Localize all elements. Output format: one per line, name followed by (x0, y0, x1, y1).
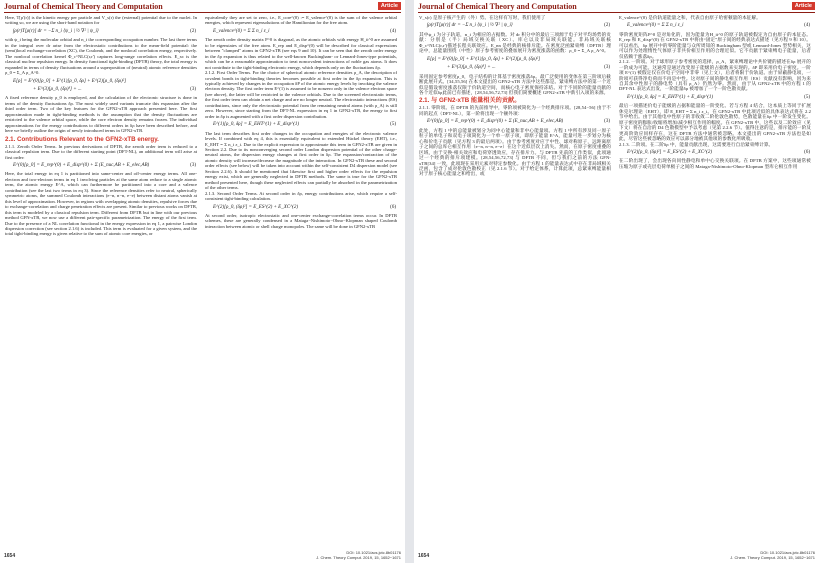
equation-5: E^(1)[ρ_0, δρ] = E_EHT^(1) + E_disp^(1) (5) (213, 122, 396, 128)
paragraph: 最后一项描述价电子能级的占据和能量的一阶变化。若与方程 4 结合，这本质上等同于扩展休克尔理论（EHT），即 E_EHT = Σ n_i ε_i。在 GFN2-xTB 中此项近似的具体表达式将在 2.2 节中给出。由于其他电中性原子的非收敛二阶伦敦色散势，色散能量在δρ 中一阶发生变化。原子密度的膨胀/收缩将增加/减少相互作用的幅度。在 GFN2-xTB 中，这些以及二阶效应（见下文）将在自洽的 D4 色散模型中予以考虑（见第 2.2.6 节）。值得注意的是，排斥能的一阶及更高阶效应同样存在，这在 DFTB 方法中通常被忽略。本文提出的 GFN2-xTB 方法也是如此，尽管这些被忽略的效应可以部分地被其他项的参数化所吸收。 (619, 103, 811, 142)
column-right (619, 15, 811, 169)
column-right (205, 15, 397, 229)
citation (730, 551, 815, 560)
paragraph: The last term describes first order changes in the occupation and energies of the electronic valence levels. If combined with eq 4, this is essentially equivalent to extended Hückel theory (EHT), i.e., E_EHT = Σ n_i ε_i. Due to the explicit expression to approximate this term in GFN2-xTB are given in Section 2.2. Due to its nonconverging second order London dispersion potential of the other charge-neutral atoms, the dispersion energy changes at first order in δρ. The expansion/contraction of the atomic density will increase/decrease the magnitude of the interaction. In GFN2-xTB these and second order effects (see below) will be taken into account within the self-consistent D4 dispersion model (see Section 2.2.6). It should be mentioned that likewise first and higher order effects for the repulsion energy exist, which are generally neglected in DFTB methods. The same is true for the GFN2-xTB method presented here, though these neglected effects can partially be absorbed in the parametrization of the other terms. (205, 130, 397, 191)
right-page (414, 0, 819, 563)
paragraph: 采用固定参考密度ρ_0，电子结构的计算基于密度涨落δρ。最广泛使用的变体在第三阶项后截断此展开式。[34,55,56] 在本文提出的 GFN2-xTB 方法中这些都是。紧束缚方法中的第一个近似是假设密度涨落仅限于价轨道空间，而核心电子密度保持冻结。对于不同阶的能量贡献的各个近似δρ此前已有描述，[28,54,56,72,73] 但我们简要概述 GFN2-xTB 中新引入项的来源。 (419, 73, 611, 95)
journal-citation: J. Chem. Theory Comput. 2019, 15, 1652−1671 (730, 554, 815, 560)
paragraph: with ψ_i being the molecular orbital and n_i the corresponding occupation number. The last three terms in the integral over dr arise from the electrostatic contributions to the mean-field potential: the (semi)local exchange-correlation (XC), the Coulomb, and the nonlocal correlation energy, respectively. The nonlocal correlation kernel Φ_c^NLC(r,r') captures long-range correlation effects. E_xc is the classical nuclear repulsion energy. In density functional tight-binding (DFTB) theory, the total energy is expanded in terms of density fluctuations around a superposition of (neutral) atomic reference densities ρ_0 = Σ_A ρ_A^0. (5, 37, 197, 76)
equation-3-cont: + E^(3)[ρ_0, (δρ)³] + ... (3) (33, 86, 196, 92)
paragraph: 2.1.2. First Order Terms. For the choice of spherical atomic reference densities ρ_A, the description of covalent bonds in tight-binding theories becomes possible at first order in the δρ expansion. This is typically achieved by changes in the occupation δP of the atomic energy levels by invoking the valence electron density. The first order term E^(1) is assumed to be nonzero only in the valence electron space (see above), the latter will be restricted to the valence orbitals. Due to the screened electrostatic terms, the first order term can obtain a net charge and are no longer neutral. The electrostatic interactions (ES) contributions, since only the electrostatic potential from the remaining neutral atoms (with ρ_A) is still zero. However, since starting from the DFT-NL expression in eq 1 in GFN2-xTB, the energy to first order in δρ is augmented with a first order dispersion contribution. (205, 70, 397, 119)
equation-4: E_valence^(0) = Σ Σ n_i ε_i (4) (213, 28, 396, 34)
equation-3: E[ρ] = E^(0)[ρ_0] + E^(1)[ρ_0, δρ] + E^(2)[ρ_0, (δρ)²] (13, 78, 127, 84)
equation-3b: E^(0)[ρ_0] = E_rep^(0) + E_disp^(0) + Σ (E_nuc,AB + E_elec,AB) (3) (427, 119, 610, 125)
journal-citation: J. Chem. Theory Comput. 2019, 15, 1652−1671 (316, 554, 401, 560)
paragraph: Here, T[ρ'(r)] is the kinetic energy per particle and V_s(r) the (external) potential due to the nuclei. In writing so, we are using the short-hand notation for (5, 15, 197, 26)
equation-3: E[ρ] = E^(0)[ρ_0] + E^(1)[ρ_0, δρ] + E^(2)[ρ_0, (δρ)²] (427, 56, 541, 62)
doi: DOI: 10.1021/acs.jctc.8b01176 (760, 550, 815, 555)
journal-title: Journal of Chemical Theory and Computation (418, 2, 577, 11)
paragraph: At second order, isotropic electrostatic and one-center exchange-correlation terms occur. In DFTB schemes, these are generally condensed in a Mataga−Nishimoto−Ohno−Klopman shaped Coulomb interaction between atomic or shell charge monopoles. The same will be done in GFN2-xTB (205, 212, 397, 229)
column-left (419, 15, 611, 177)
left-page (0, 0, 405, 563)
citation (316, 551, 401, 560)
paragraph: V_s(r) 是原子核产生的（外）势。在这样有写时，我们使用了 (419, 15, 546, 20)
paragraph: 零阶密度矩阵P^0 是对角化的，因为能量为H_ii^0 的原子轨道被假定为自由原子的本征态。E_rep 和 E_disp^(0) 在 GFN2-xTB 中将由“固定”原子间的经典表达式描述（见方程 9 和 10）。可以看出，δρ 展开中的零阶能量与众所周知的 Buckingham 型或 Lennard-Jones 型势相关，这可以作为处理惰性气体原子非共价相互作用的合理近似。它不贡献于紧束缚电子能量，后者仅依赖于涨落δρ。 (619, 31, 811, 59)
column-left (5, 15, 197, 237)
equation-3b: E^(0)[ρ_0] = E_rep^(0) + E_disp^(0) + Σ (E_nuc,AB + E_elec,AB) (3) (13, 162, 196, 168)
equation-3-cont: + E^(3)[ρ_0, (δρ)³] + ... (3) (447, 65, 610, 71)
equation-4: E_valence^(0) = Σ Σ n_i ε_i (4) (627, 23, 810, 29)
page-number: 1654 (418, 553, 430, 559)
paragraph: E_valence^(0) 是价轨道能量之和，代表自由原子哈密顿量的本征解。 (619, 15, 761, 20)
article-tag: Article (378, 2, 401, 10)
section-heading: 2.1. 与 GFN2-xTB 能量相关的贡献。 (419, 97, 521, 105)
header-rule (4, 12, 401, 13)
equation-6: E^(2)[ρ_0, (δρ)²] = E_ES^(2) + E_XC^(2) (6) (627, 149, 810, 155)
section-heading: 2.1. Contributions Relevant to the GFN2-xTB energy. (5, 135, 159, 143)
paragraph: Here, the total energy in eq 1 is partitioned into same-center and off-center energy terms. All one-electron and two-electron terms in eq 1 involving particles at the same atom reduce to a single atomic term, the atomic energy E^A, which can furthermore be partitioned into a core and a valence contribution (see the last two terms in eq 3). Since the reference densities refer to neutral, spherically symmetric atoms, the summed Coulomb interactions (e−n, n−n, e−e) between distant atoms vanish at this level of approximation. However, in regions with overlapping atomic densities, repulsive forces due to exchange-correlation and charge penetration effects are present. Similar to previous works on DFTB, this term is modeled by a classical repulsion term. Different from DFTB but in line with our previous method GFN-xTB, we now use a different pair-specific parametrization. The energy of the first term. Due to the presence of a NL correlation functional in the energy expression in eq 1, a pairwise London dispersion correction (see section 2.1.6) is included. This term is evaluated for a given system, and the total tight-binding energy is given relative to the sum of atomic core energies, or (5, 171, 197, 237)
paragraph: 2.1.2. 一阶项。对于球形原子参考密度的选择，ρ_A，紧束缚理论中共价键的描述在δρ 展开的一阶成为可能。这通常是通过改变原子能级的占据数来实现的。δP 即采用价电子密度。一阶项 E^(1) 被假定仅在价电子空间中非零（见上文），后者将限于价轨道。由于屏蔽静电项，一阶项可获得净电荷而不再是中性。这对原子间的静电相互作用（ES）贡献没有影响，因为来自其余中性原子的静电势（具有 ρ_A）仍然为零。然而，由于从 GFN2-xTB 中的方程 1 的 DFT-NL 表达式出发，一阶能量δρ 被增加了一个一阶色散贡献。 (619, 59, 811, 92)
paragraph: equivalently they are set to zero, i.e., E_core^(0) := E_valence^(0) is the sum of the valence orbital energies, which represent eigensolutions of the Hamiltonian for the free atom. (205, 15, 397, 26)
journal-title: Journal of Chemical Theory and Computation (4, 2, 163, 11)
article-tag: Article (792, 2, 815, 10)
equation-2: ∫ρ(r)T[ρ(r)] dr = −Σ n_i ⟨ψ_i | ½ ∇² | ψ_i⟩ (2) (427, 23, 610, 29)
page-footer (418, 551, 815, 561)
equation-6: E^(2)[ρ_0, (δρ)²] = E_ES^(2) + E_XC^(2) (6) (213, 204, 396, 210)
paragraph: A fixed reference density ρ_0 is employed, and the calculation of the electronic structure is done in terms of the density fluctuations δρ. The most widely used variants truncate this expansion after the third order term. Two of the key features for the GFN2-xTB approach presented here. The first approximation made in tight-binding methods is the assumption that the density fluctuations are restricted to the valence orbital space, while the core electron density remains frozen. The individual approximations for the energy contributions to different orders in δρ have been described before, and here we briefly outline the origin of newly introduced terms in GFN2-xTB. (5, 95, 197, 134)
paragraph: 在二阶出现了，会出现各向同性静电和单中心交换关联项。在 DFTB 方案中，这些项通常被压缩为原子或壳层电荷单极子之间的 Mataga-Nishimoto-Ohno-Klopman 型库仑相互作用 (619, 158, 811, 169)
page-number: 1654 (4, 553, 16, 559)
paragraph: 其中ψ_i 为分子轨道，n_i 为相应的占据数。对 dr 积分中的最后三项源于电子对平均场势的贡献：分别是（半）局域交换关联（XC）、库仑以及非局域关联能。非局域关联核Φ_c^NLC(r,r')描述长程关联效应。E_nn 是经典的核排斥能。在密度泛函紧束缚（DFTB）理论中，总能量围绕（中性）原子参考密度的叠加展开为密度涨落的函数：ρ_0 = Σ_A ρ_A^0。 (419, 31, 611, 54)
equation-2: ∫ρ(r)T[ρ(r)] dr = −Σ n_i ⟨ψ_i | ½ ∇² | ψ_i⟩ (2) (13, 28, 196, 34)
paragraph: 2.1.3. 二阶项。在二阶δρ 中，能量贡献出现，这需要进行自洽紧束缚计算。 (619, 141, 774, 147)
header-rule (418, 12, 815, 13)
paragraph: 此处，方程 1 中的总能量被划分为同中心能量和非中心能量项。方程 1 中所有涉及同一原子粒子的单电子和双电子项简化为一个单一原子项，即原子能量 E^A，能量可进一步划分为核心和价电子贡献（见方程 3 的最后两项）。由于参考密度对应于中性、球对称原子，远距离原子之间的总库仑相互作用（e−n, n−n, e−e）在这个近似层次上消失。然而，在原子密度重叠的区域，由于交换-相关效应和电荷穿透效应，存在排斥力。与 DFTB 先前的工作类似，此项通过一个经典的排斥项建模。[28,54,56,72,73] 与 DFTB 不同，但与我们之前的方法 GFN-xTB[34] 一致，此项现在采用元素对特定参数化。由于方程 1 的能量表达式中存在非局域相关泛函，包含了成对伦敦色散校正（见 2.1.6 节）。对于给定体系，计算此项，总紧束缚能量相对于原子核心能量之和给出，或 (419, 127, 611, 177)
doi: DOI: 10.1021/acs.jctc.8b01176 (346, 550, 401, 555)
paragraph: 2.1.1. 零阶项。在 DFTB 的先前推导中，零阶项被简化为一个经典排斥项。[28,54−56] 由于不同的起点（DFT-NL），第一阶将出现一个额外项： (419, 105, 611, 116)
paragraph: 2.1.1. Zeroth Order Terms. In previous derivations of DFTB, the zeroth order term is reduced to a classical repulsion term. Due to the different starting point (DFT-NL), an additional term will arise at first order: (5, 143, 197, 160)
paragraph: The zeroth order density matrix P^0 is diagonal, as the atomic orbitals with energy H_ii^0 are assumed to be eigenstates of the free atom. E_rep and E_disp^(0) will be described for classical expressions between "clamped" atoms in GFN2-xTB (see eqs 9 and 10). It can be seen that the zeroth order energy in the δρ expansion is thus related to the well-known Buckingham- or Lennard-Jones-type potentials, which can be a reasonable approximation to treat noncovalent interactions of noble gas atoms. It does not contribute to the tight-binding electronic energy, which depends only on the fluctuations δρ. (205, 37, 397, 70)
paragraph: 2.1.3. Second Order Terms. At second order in δρ, energy contributions arise, which require a self-consistent tight-binding calculation. (205, 190, 397, 202)
page-footer (4, 551, 401, 561)
equation-5: E^(1)[ρ_0, δρ] = E_EHT^(1) + E_disp^(1) (5) (627, 94, 810, 100)
